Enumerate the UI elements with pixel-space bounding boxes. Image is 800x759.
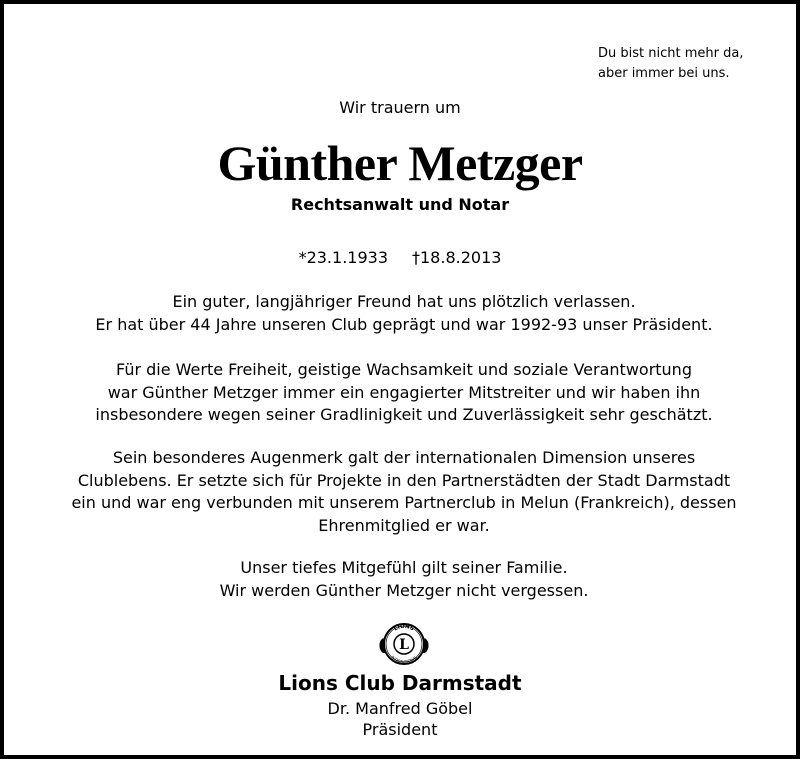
memorial-quote: [598, 44, 743, 84]
paragraph-line: Unser tiefes Mitgefühl gilt seiner Familie.: [240, 558, 568, 577]
quote-line-2: aber immer bei uns.: [598, 66, 730, 81]
paragraph-line: insbesondere wegen seiner Gradlinigkeit und Zuverlässigkeit sehr geschätzt.: [95, 405, 713, 424]
paragraph-line: Für die Werte Freiheit, geistige Wachsamkeit und soziale Verantwortung: [116, 360, 692, 379]
paragraph-line: war Günther Metzger immer ein engagierter Mitstreiter und wir haben ihn: [107, 382, 701, 402]
deceased-name: Günther Metzger: [217, 135, 583, 191]
intro-text: Wir trauern um: [339, 98, 461, 117]
paragraph-1: [24, 291, 784, 336]
quote-line-1: Du bist nicht mehr da,: [598, 46, 744, 61]
paragraph-line: ein und war eng verbunden mit unserem Partnerclub in Melun (Frankreich), dessen: [71, 493, 737, 512]
paragraph-line: Clublebens. Er setzte sich für Projekte in den Partnerstädten der Stadt Darmstadt: [77, 470, 731, 490]
paragraph-line: Ehrenmitglied er war.: [318, 515, 490, 535]
club-name: Lions Club Darmstadt: [278, 671, 522, 695]
logo-bottom-text: INTERNATIONAL: [390, 655, 418, 665]
paragraph-line: Sein besonderes Augenmerk galt der internationalen Dimension unseres: [112, 448, 696, 467]
birth-date: *23.1.1933: [298, 248, 388, 267]
signer-name: Dr. Manfred Göbel: [327, 699, 473, 718]
paragraph-line: Ein guter, langjähriger Freund hat uns plötzlich verlassen.: [172, 292, 636, 311]
profession: Rechtsanwalt und Notar: [290, 195, 510, 214]
signer: [4, 698, 796, 740]
lions-club-emblem-icon: [376, 616, 432, 672]
logo-letter: L: [399, 637, 409, 653]
life-dates: [4, 246, 796, 270]
paragraph-2: [24, 359, 784, 427]
paragraph-line: Wir werden Günther Metzger nicht vergessen.: [219, 580, 589, 600]
paragraph-3: [24, 447, 784, 537]
death-date: †18.8.2013: [412, 248, 502, 267]
logo-top-text: LIONS: [393, 623, 415, 633]
signer-title: Präsident: [362, 720, 438, 739]
paragraph-4: [24, 557, 784, 602]
paragraph-line: Er hat über 44 Jahre unseren Club geprägt und war 1992-93 unser Präsident.: [95, 314, 713, 334]
